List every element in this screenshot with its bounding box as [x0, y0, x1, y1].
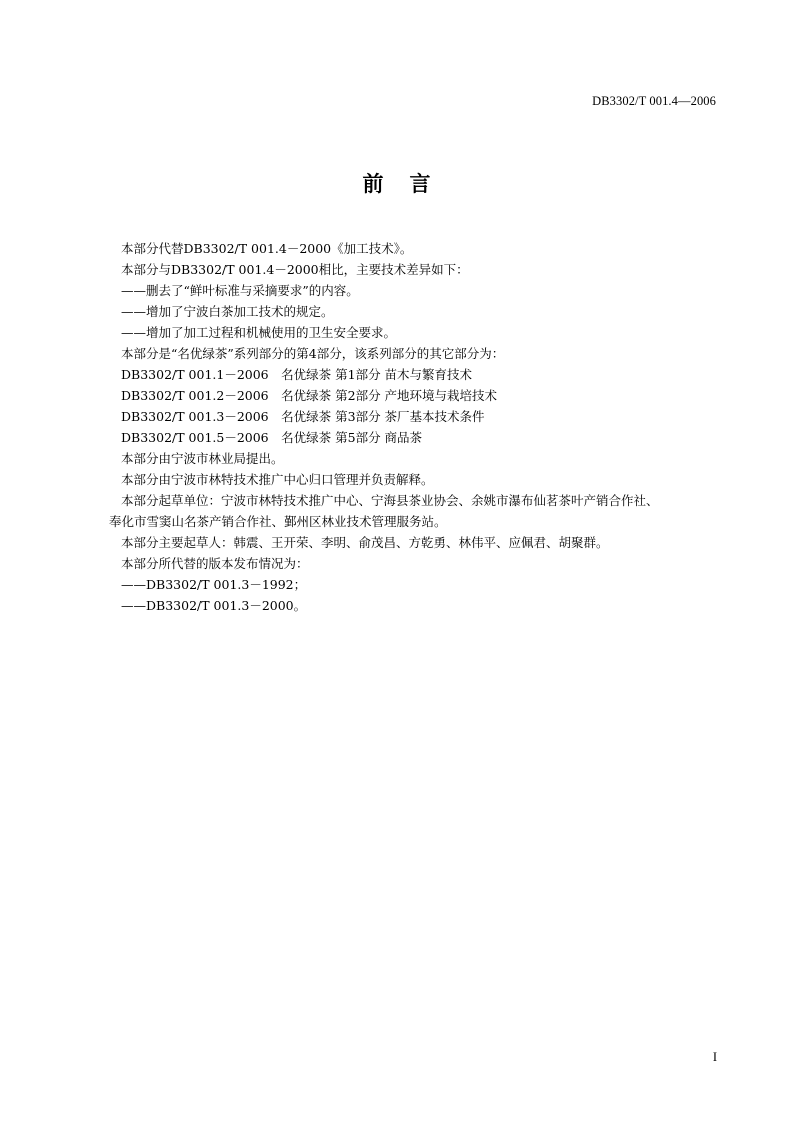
paragraph-line: 本部分是“名优绿茶”系列部分的第4部分，该系列部分的其它部分为：	[121, 346, 505, 361]
list-item: ——DB3302/T 001.3－2000。	[121, 598, 307, 613]
list-item: DB3302/T 001.1－2006 名优绿茶 第1部分 苗木与繁育技术	[121, 367, 473, 382]
page-number: I	[712, 1050, 717, 1064]
paragraph-line: 本部分与DB3302/T 001.4－2000相比，主要技术差异如下：	[121, 262, 469, 277]
list-item: ——删去了“鲜叶标准与采摘要求”的内容。	[121, 283, 359, 298]
paragraph-line: 本部分代替DB3302/T 001.4－2000《加工技术》。	[121, 241, 413, 256]
paragraph-line: 本部分主要起草人：韩震、王开荣、李明、俞茂昌、方乾勇、林伟平、应佩君、胡聚群。	[121, 535, 609, 550]
list-item: ——增加了宁波白茶加工技术的规定。	[121, 304, 334, 319]
list-item: ——增加了加工过程和机械使用的卫生安全要求。	[121, 325, 397, 340]
foreword-body	[109, 238, 731, 616]
list-item: DB3302/T 001.3－2006 名优绿茶 第3部分 茶厂基本技术条件	[121, 409, 485, 424]
paragraph-line-continued: 奉化市雪窦山名茶产销合作社、鄞州区林业技术管理服务站。	[109, 514, 447, 529]
paragraph-line: 本部分起草单位：宁波市林特技术推广中心、宁海县茶业协会、余姚市瀑布仙茗茶叶产销合作社、	[121, 493, 659, 508]
paragraph-line: 本部分所代替的版本发布情况为：	[121, 556, 309, 571]
page-title: 前言	[362, 171, 457, 196]
paragraph-line: 本部分由宁波市林特技术推广中心归口管理并负责解释。	[121, 472, 434, 487]
list-item: ——DB3302/T 001.3－1992；	[121, 577, 307, 592]
document-code: DB3302/T 001.4—2006	[592, 94, 716, 108]
list-item: DB3302/T 001.2－2006 名优绿茶 第2部分 产地环境与栽培技术	[121, 388, 498, 403]
paragraph-line: 本部分由宁波市林业局提出。	[121, 451, 284, 466]
list-item: DB3302/T 001.5－2006 名优绿茶 第5部分 商品茶	[121, 430, 423, 445]
